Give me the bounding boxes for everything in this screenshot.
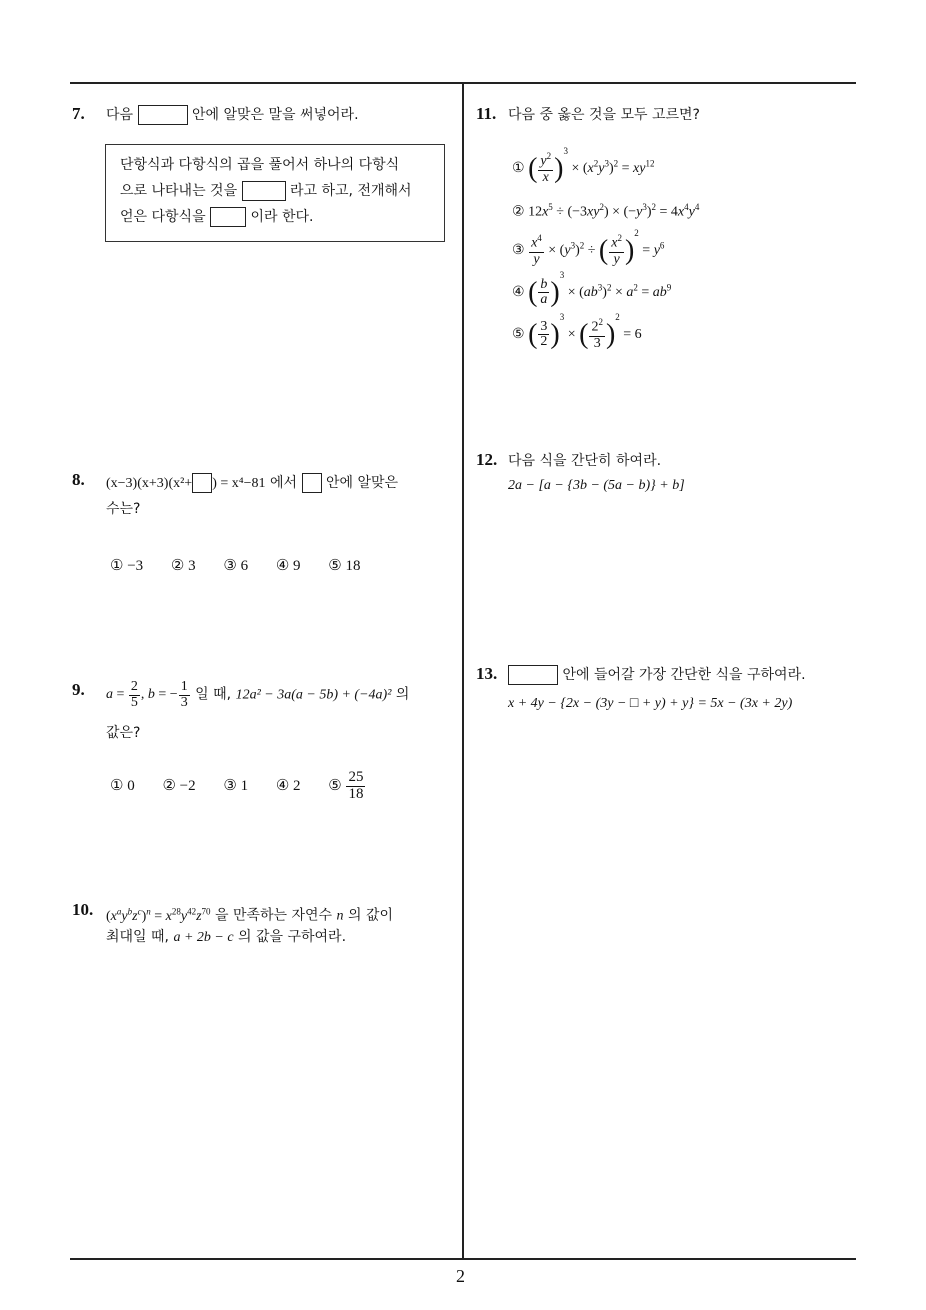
q8-line2: 수는? xyxy=(106,501,141,517)
q8-text-a: 에서 xyxy=(270,475,298,491)
choice-5[interactable]: ⑤ 18 xyxy=(328,558,361,574)
choice-4[interactable]: ④ 2 xyxy=(275,777,301,794)
choice-5-denominator: 18 xyxy=(348,785,364,802)
answer-blank[interactable] xyxy=(302,473,322,493)
q12-prompt: 다음 식을 간단히 하여라. xyxy=(508,453,662,469)
q10-n: n xyxy=(336,908,344,924)
choice-2[interactable]: ② −2 xyxy=(162,777,196,794)
q7-box-line1: 단항식과 다항식의 곱을 풀어서 하나의 다항식 xyxy=(120,157,400,173)
q10-expr: $(x^ay^bz^c)^n = x^{28}y^{42}z^{70}$ xyxy=(106,906,211,924)
q13-expr: x + 4y − {2x − (3y − □ + y) + y} = 5x − (3x + 2y) xyxy=(508,696,793,711)
answer-blank[interactable] xyxy=(192,473,212,493)
q8-text-b: 안에 알맞은 xyxy=(325,475,399,491)
q11-option-1[interactable]: ① ( $\frac{y^2}{x}$ )$^3 \times (x^2y^3)^2 = xy^{12}$ xyxy=(512,146,655,185)
q9-line2: 값은? xyxy=(106,725,141,741)
answer-blank[interactable] xyxy=(508,665,558,685)
choice-4[interactable]: ④ 9 xyxy=(275,558,301,574)
q12-expr: 2a − [a − {3b − (5a − b)} + b] xyxy=(508,478,685,493)
choice-3[interactable]: ③ 6 xyxy=(223,558,249,574)
choice-3[interactable]: ③ 1 xyxy=(223,777,249,794)
choice-5-marker: ⑤ xyxy=(328,777,342,794)
q10-text-a: 을 만족하는 자연수 xyxy=(214,907,333,924)
q11-option-2[interactable]: ② $12x^5 \div (-3xy^2) \times (-y^3)^2 = 4x^4y^4$ xyxy=(512,202,700,220)
q10-line2 xyxy=(106,924,346,951)
page-number: 2 xyxy=(456,1266,465,1286)
choice-2[interactable]: ② 3 xyxy=(170,558,196,574)
answer-blank[interactable] xyxy=(210,207,246,227)
q8-choices xyxy=(110,556,384,575)
q8-expr-after: ) = x⁴−81 xyxy=(212,476,266,491)
q9-text-when: 일 때, xyxy=(195,686,232,703)
option-marker: ⑤ xyxy=(512,327,525,342)
q9-a-def: a = $\frac{2}{5}$ , b = − $\frac{1}{3}$ xyxy=(106,679,188,710)
q11-prompt: 다음 중 옳은 것을 모두 고르면? xyxy=(508,107,700,123)
q13-number: 13. xyxy=(476,664,498,683)
bottom-rule xyxy=(70,1258,856,1260)
q13-line1 xyxy=(508,662,806,688)
q11-option-4[interactable]: ④ ( $\frac{b}{a}$ )$^3 \times (ab^3)^2 \times a^2 = ab^9$ xyxy=(512,270,672,308)
choice-1[interactable]: ① 0 xyxy=(110,777,135,794)
q10-text-c: 최대일 때, xyxy=(106,929,169,945)
q9-expr: 12a² − 3a(a − 5b) + (−4a)² xyxy=(235,687,392,703)
option-marker: ③ xyxy=(512,243,525,258)
q10-number: 10. xyxy=(72,900,94,919)
q8-number: 8. xyxy=(72,470,85,489)
option-marker: ① xyxy=(512,161,525,176)
q9-text-of: 의 xyxy=(395,686,410,703)
q10-text-b: 의 값이 xyxy=(347,907,394,924)
choice-1[interactable]: ① −3 xyxy=(110,558,144,574)
q7-box-line3 xyxy=(120,204,314,230)
q11-option-5[interactable]: ⑤ ( $\frac{3}{2}$ )$^3$ × ( $\frac{2^2}{3}$ )$^2$ = 6 xyxy=(512,312,642,351)
q8-line1 xyxy=(106,470,398,497)
q7-prompt xyxy=(106,102,359,128)
choice-5-numerator: 25 xyxy=(348,769,364,785)
q12-number: 12. xyxy=(476,450,498,469)
q7-box-line3-b: 이라 한다. xyxy=(250,209,314,225)
q7-number: 7. xyxy=(72,104,85,123)
answer-blank[interactable] xyxy=(242,181,286,201)
q7-box-line2 xyxy=(120,178,412,204)
option-marker: ④ xyxy=(512,285,525,300)
q9-line1 xyxy=(106,680,409,710)
q7-prompt-before: 다음 xyxy=(106,107,134,123)
option-marker: ② xyxy=(512,204,525,220)
q7-box-line2-a: 으로 나타내는 것을 xyxy=(120,183,238,199)
q7-box-line3-a: 얻은 다항식을 xyxy=(120,209,206,225)
q8-expr: (x−3)(x+3)(x²+ xyxy=(106,476,193,491)
q9-choices xyxy=(110,770,366,803)
q13-prompt: 안에 들어갈 가장 간단한 식을 구하여라. xyxy=(562,667,806,683)
q11-option-3[interactable]: ③ $\frac{x^4}{y}$ × $(y^3)^2$ ÷ ( $\frac{x^2}{y}$ )$^2 = y^6$ xyxy=(512,228,665,267)
q11-number: 11. xyxy=(476,104,497,123)
q10-text-d: 의 값을 구하여라. xyxy=(238,929,347,945)
answer-blank[interactable] xyxy=(138,105,188,125)
choice-5[interactable] xyxy=(328,769,366,802)
q7-box-line2-b: 라고 하고, 전개해서 xyxy=(290,183,412,199)
column-divider xyxy=(462,82,464,1259)
q9-number: 9. xyxy=(72,680,85,699)
q10-expr2: a + 2b − c xyxy=(173,930,234,945)
q7-prompt-after: 안에 알맞은 말을 써넣어라. xyxy=(191,107,359,123)
